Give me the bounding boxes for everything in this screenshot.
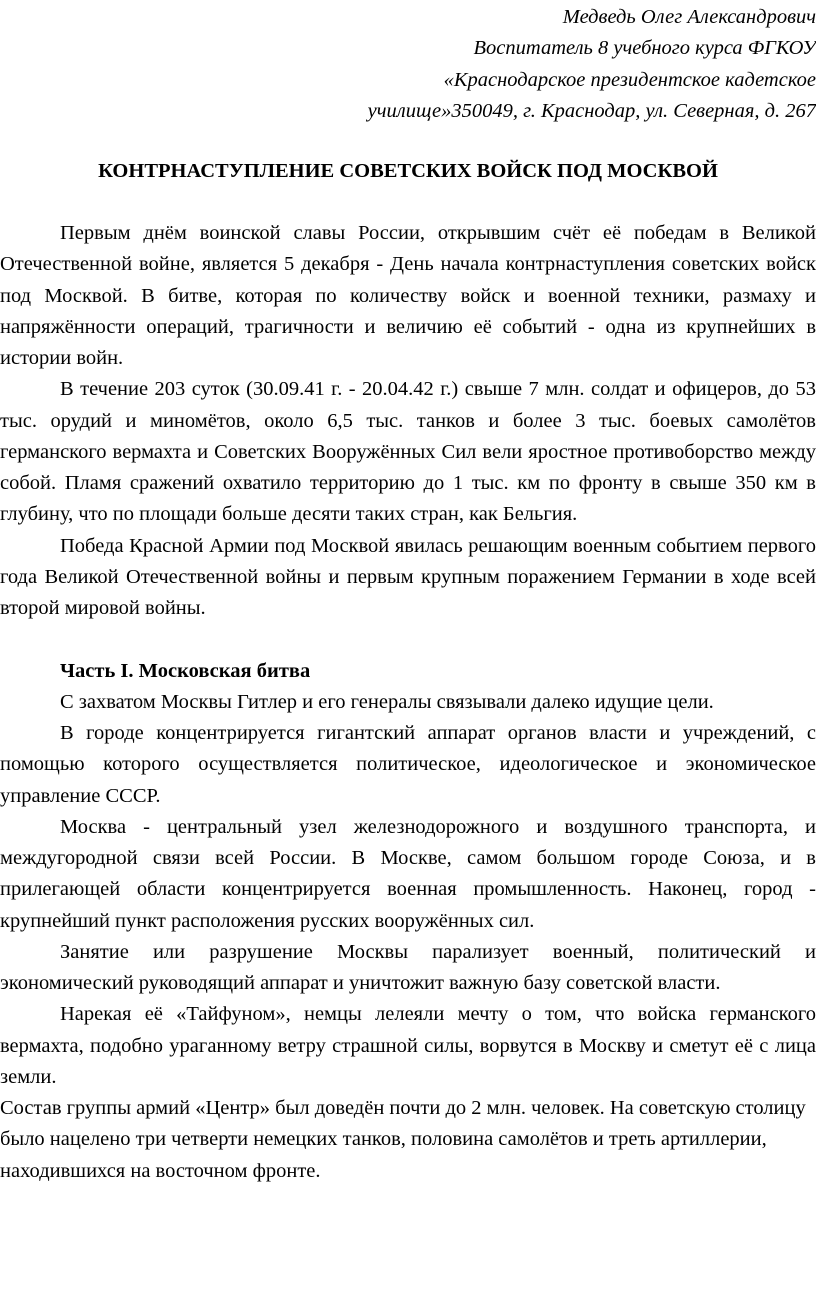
- section-paragraph: В городе концентрируется гигантский аппарат органов власти и учреждений, с помощью которого осуществляется политическое, идеологическое и экономическое управление СССР.: [0, 722, 816, 807]
- author-institution: «Краснодарское президентское кадетское: [443, 68, 816, 91]
- author-position: Воспитатель 8 учебного курса ФГКОУ: [473, 37, 816, 60]
- author-name: Медведь Олег Александрович: [562, 6, 816, 28]
- document-title: КОНТРНАСТУПЛЕНИЕ СОВЕТСКИХ ВОЙСК ПОД МОСКВОЙ: [98, 160, 718, 182]
- section-paragraph: Москва - центральный узел железнодорожного и воздушного транспорта, и междугородной связи всей России. В Москве, самом большом городе Союза, и в прилегающей области концентрируется военная промышленность. Наконец, город - крупнейший пункт расположения русских вооружённых сил.: [0, 815, 816, 932]
- intro-paragraph: Победа Красной Армии под Москвой явилась решающим военным событием первого года Великой Отечественной войны и первым крупным поражением Германии в ходе всей второй мировой войны.: [0, 534, 816, 619]
- author-info: [176, 2, 816, 127]
- section-paragraph: С захватом Москвы Гитлер и его генералы связывали далеко идущие цели.: [60, 690, 714, 713]
- section-heading: Часть I. Московская битва: [60, 659, 311, 682]
- intro-paragraph: В течение 203 суток (30.09.41 г. - 20.04.42 г.) свыше 7 млн. солдат и офицеров, до 53 тыс. орудий и миномётов, около 6,5 тыс. танков и более 3 тыс. боевых самолётов германского вермахта и Советских Вооружённых Сил вели яростное противоборство между собой. Пламя сражений охватило территорию до 1 тыс. км по фронту в свыше 350 км в глубину, что по площади больше десяти таких стран, как Бельгия.: [0, 378, 816, 526]
- intro-paragraph: Первым днём воинской славы России, открывшим счёт её победам в Великой Отечественной войне, является 5 декабря - День начала контрнаступления советских войск под Москвой. В битве, которая по количеству войск и военной техники, размаху и напряжённости операций, трагичности и величию её событий - одна из крупнейших в истории войн.: [0, 222, 816, 369]
- section-paragraph: Нарекая её «Тайфуном», немцы лелеяли мечту о том, что войска германского вермахта, подобно ураганному ветру страшной силы, ворвутся в Москву и сметут её с лица земли.: [0, 1003, 816, 1088]
- document-body: [0, 218, 816, 1187]
- final-paragraph: Состав группы армий «Центр» был доведён почти до 2 млн. человек. На советскую столицу было нацелено три четверти немецких танков, половина самолётов и треть артиллерии, находившихся на восточном фронте.: [0, 1097, 806, 1182]
- author-address: училище»350049, г. Краснодар, ул. Северная, д. 267: [367, 99, 816, 122]
- section-paragraph: Занятие или разрушение Москвы парализует военный, политический и экономический руководящий аппарат и уничтожит важную базу советской власти.: [0, 940, 816, 994]
- paragraph-spacer: [0, 624, 816, 655]
